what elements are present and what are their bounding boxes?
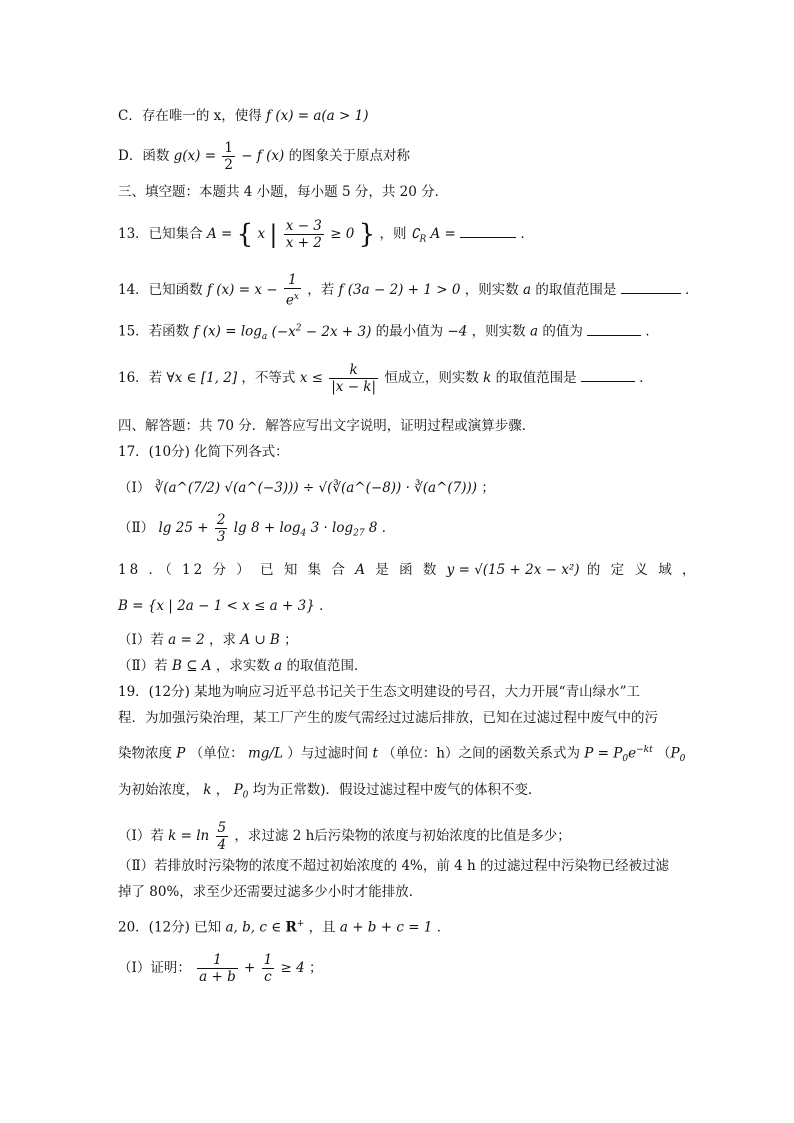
question-13: 13．已知集合 A = { x | $\frac{x - 3}{x + 2}$ ≥ 0 } ，则 $∁_R$ A = ． xyxy=(118,218,534,251)
option-c-math: f (x) = a(a > 1) xyxy=(266,108,369,124)
question-14: 14．已知函数 f (x) = x − $\frac{1}{e^x}$ ，若 f (3a − 2) + 1 > 0 ，则实数 a 的取值范围是 ． xyxy=(118,272,699,309)
q20-fraction-1: $\frac{1}{a + b}$ xyxy=(199,952,236,985)
section-3-heading: 三、填空题：本题共 4 小题，每小题 5 分，共 20 分． xyxy=(118,184,449,200)
question-18-part-2: （Ⅱ）若 B ⊆ A ，求实数 a 的取值范围． xyxy=(118,658,368,674)
question-18-part-1: （Ⅰ）若 a = 2 ，求 A ∪ B ； xyxy=(118,632,298,648)
q14-answer-blank[interactable] xyxy=(621,281,681,294)
question-19-line-2: 程．为加强污染治理，某工厂产生的废气需经过过滤后排放，已知在过滤过程中废气中的污 xyxy=(118,710,658,726)
section-4-heading: 四、解答题：共 70 分．解答应写出文字说明，证明过程或演算步骤． xyxy=(118,418,536,434)
option-d xyxy=(118,140,410,173)
option-c xyxy=(118,106,368,126)
question-17-part-2: （Ⅱ） lg 25 + $\frac{2}{3}$ $\lg 8 + \log_4 3 \cdot \log_{27} 8$ ． xyxy=(118,512,396,545)
option-c-text: C．存在唯一的 x，使得 xyxy=(118,108,262,124)
q14-fraction: $\frac{1}{e^x}$ xyxy=(285,272,299,309)
question-16: 16．若 ∀x ∈ [1, 2] ，不等式 x ≤ $\frac{k}{|x - k|}$ 恒成立，则实数 k 的取值范围是 ． xyxy=(118,362,653,395)
question-19-part-2-line-1: （Ⅱ）若排放时污染物的浓度不超过初始浓度的 4%，前 4 h 的过滤过程中污染物已经被过滤 xyxy=(118,858,670,874)
question-19-part-1: （Ⅰ）若 k = ln $\frac{5}{4}$ ，求过滤 2 h后污染物的浓度与初始浓度的比值是多少； xyxy=(118,820,571,853)
q13-fraction: $\frac{x - 3}{x + 2}$ xyxy=(285,218,322,251)
option-d-text-pre: D．函数 xyxy=(118,148,170,164)
question-18-heading: 18 ．（ 12 分 ） 已 知 集 合 A 是 函 数 y = √(15 + 2x − x²) 的 定 义 域 ， xyxy=(118,562,699,578)
question-20-part-1: （Ⅰ）证明： $\frac{1}{a + b}$ + $\frac{1}{c}$ ≥ 4 ； xyxy=(118,952,323,985)
question-15: 15．若函数 f $(x) = \log_a (-x^2 - 2x + 3)$ 的最小值为 −4 ，则实数 a 的值为 ． xyxy=(118,323,659,343)
q13-answer-blank[interactable] xyxy=(460,225,516,238)
q16-fraction: $\frac{k}{|x - k|}$ xyxy=(331,362,377,395)
q15-answer-blank[interactable] xyxy=(587,323,641,336)
question-19-line-4: 为初始浓度， k ， $P_0$ 均为正常数)．假设过滤过程中废气的体积不变． xyxy=(118,782,542,801)
question-17-heading: 17．(10分) 化简下列各式： xyxy=(118,444,289,460)
question-19-part-2-line-2: 掉了 80%，求至少还需要过滤多少小时才能排放． xyxy=(118,884,423,900)
option-d-math-post: − f (x) xyxy=(241,148,285,164)
question-18-set-b: B = {x | 2a − 1 < x ≤ a + 3} ． xyxy=(118,598,333,614)
option-d-math-pre: g(x) = xyxy=(173,148,217,164)
question-19-line-1: 19．(12分) 某地为响应习近平总书记关于生态文明建设的号召，大力开展“青山绿水”工 xyxy=(118,684,640,700)
option-d-text-post: 的图象关于原点对称 xyxy=(288,148,411,164)
q17-part1-expression: ∛(a^(7/2) √(a^(−3))) ÷ √(∛(a^(−8)) · ∛(a^(7))) xyxy=(154,480,478,496)
q16-answer-blank[interactable] xyxy=(581,369,635,382)
q19-fraction: $\frac{5}{4}$ xyxy=(217,820,227,853)
question-20-heading: 20．(12分) 已知 a, b, c ∈ R+ ，且 a + b + c = 1 ． xyxy=(118,919,451,936)
question-17-part-1: （Ⅰ） ∛(a^(7/2) √(a^(−3))) ÷ √(∛(a^(−8)) · ∛(a^(7))) ； xyxy=(118,480,495,496)
q20-fraction-2: $\frac{1}{c}$ xyxy=(263,952,273,985)
option-d-fraction: $\frac{1}{2}$ xyxy=(224,140,233,173)
question-19-line-3: 染物浓度 P （单位： mg/L ）与过滤时间 t （单位：h）之间的函数关系式为 $P = P_0e^{-kt}$ （$P_0$ xyxy=(118,745,686,765)
q17-part2-fraction: $\frac{2}{3}$ xyxy=(216,512,226,545)
